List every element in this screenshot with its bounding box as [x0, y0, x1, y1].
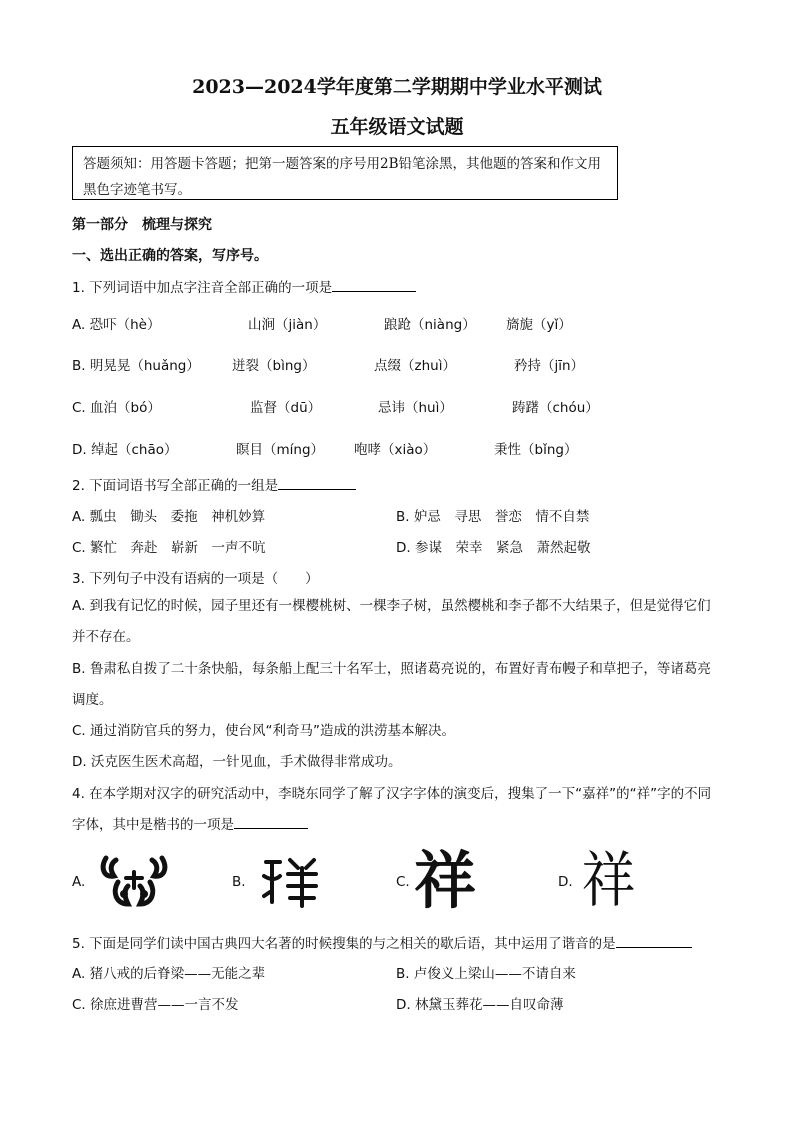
q4-label-c: C. — [396, 874, 410, 890]
q3-option-c: C. 通过消防官兵的努力，使台风“利奇马”造成的洪涝基本解决。 — [72, 723, 455, 739]
q2-stem-text: 2. 下面词语书写全部正确的一组是 — [72, 478, 279, 494]
answer-notice: 答题须知：用答题卡答题；把第一题答案的序号用2B铅笔涂黑，其他题的答案和作文用黑色字迹笔书写。 — [72, 146, 618, 200]
q1-d4: 秉性（bǐng） — [494, 442, 578, 458]
clerical-script-xiang-glyph: 祥 — [581, 846, 636, 916]
q4-label-a: A. — [72, 874, 86, 890]
q1-stem-text: 1. 下列词语中加点字注音全部正确的一项是 — [72, 280, 333, 296]
q3-stem: 3. 下列句子中没有语病的一项是（ ） — [72, 571, 319, 587]
q1-d2: 瞑目（míng） — [236, 442, 325, 458]
q3-option-b: B. 鲁肃私自拨了二十条快船，每条船上配三十名军士，照诸葛亮说的，布置好青布幔子和草把子，等诸葛亮调度。 — [72, 661, 711, 708]
q4-label-d: D. — [558, 874, 573, 890]
q5-stem-text: 5. 下面是同学们读中国古典四大名著的时候搜集的与之相关的歇后语，其中运用了谐音的是 — [72, 936, 616, 952]
q1-stem — [72, 276, 416, 296]
q1-d1: D. 绰起（chāo） — [72, 442, 178, 458]
regular-script-xiang-glyph: 祥 — [414, 844, 477, 917]
answer-blank[interactable] — [234, 814, 308, 829]
q1-b2: 迸裂（bìng） — [232, 358, 316, 374]
exam-subtitle: 五年级语文试题 — [330, 116, 464, 138]
answer-blank[interactable] — [278, 475, 356, 490]
q2-option-b: B. 妒忌 寻思 誉恋 情不自禁 — [396, 509, 590, 525]
q2-option-c: C. 繁忙 奔赴 崭新 一声不吭 — [72, 540, 266, 556]
q3-option-d: D. 沃克医生医术高超，一针见血，手术做得非常成功。 — [72, 754, 402, 770]
q1-a2: 山涧（jiàn） — [248, 317, 327, 333]
q5-option-d: D. 林黛玉葬花——自叹命薄 — [396, 997, 564, 1013]
q5-stem — [72, 932, 692, 952]
q4-stem — [72, 779, 722, 841]
q1-c3: 忌讳（huì） — [378, 400, 453, 416]
q1-b1: B. 明晃晃（huǎng） — [72, 358, 200, 374]
q1-a4: 旖旎（yǐ） — [506, 317, 572, 333]
answer-blank[interactable] — [332, 277, 416, 292]
q1-d3: 咆哮（xiào） — [354, 442, 437, 458]
q2-option-a: A. 瓢虫 锄头 委拖 神机妙算 — [72, 509, 266, 525]
q3-option-a: A. 到我有记忆的时候，园子里还有一棵樱桃树、一棵李子树，虽然樱桃和李子都不大结果子，但是觉得它们并不存在。 — [72, 598, 711, 645]
part-heading: 第一部分 梳理与探究 — [72, 217, 212, 233]
q4-stem-text: 4. 在本学期对汉字的研究活动中，李晓东同学了解了汉字字体的演变后，搜集了一下“嘉祥”的“祥”字的不同字体，其中是楷书的一项是 — [72, 786, 712, 833]
q1-c1: C. 血泊（bó） — [72, 400, 161, 416]
q2-option-d: D. 参谋 荣幸 紧急 萧然起敬 — [396, 540, 591, 556]
q1-b4: 矜持（jīn） — [514, 358, 585, 374]
q1-a3: 踉跄（niàng） — [384, 317, 476, 333]
q5-option-c: C. 徐庶进曹营——一言不发 — [72, 997, 239, 1013]
q1-c2: 监督（dū） — [250, 400, 322, 416]
q1-b3: 点缀（zhuì） — [374, 358, 456, 374]
oracle-bone-xiang-glyph — [98, 848, 170, 912]
q2-stem — [72, 474, 356, 494]
q4-label-b: B. — [232, 874, 246, 890]
q1-a1: A. 恐吓（hè） — [72, 317, 161, 333]
exam-title: 2023—2024学年度第二学期期中学业水平测试 — [192, 76, 602, 98]
seal-script-xiang-glyph — [258, 852, 322, 912]
q5-option-b: B. 卢俊义上梁山——不请自来 — [396, 966, 576, 982]
answer-blank[interactable] — [616, 933, 692, 948]
q5-option-a: A. 猪八戒的后脊梁——无能之辈 — [72, 966, 266, 982]
section-heading: 一、选出正确的答案，写序号。 — [72, 248, 268, 264]
q1-c4: 踌躇（chóu） — [512, 400, 599, 416]
